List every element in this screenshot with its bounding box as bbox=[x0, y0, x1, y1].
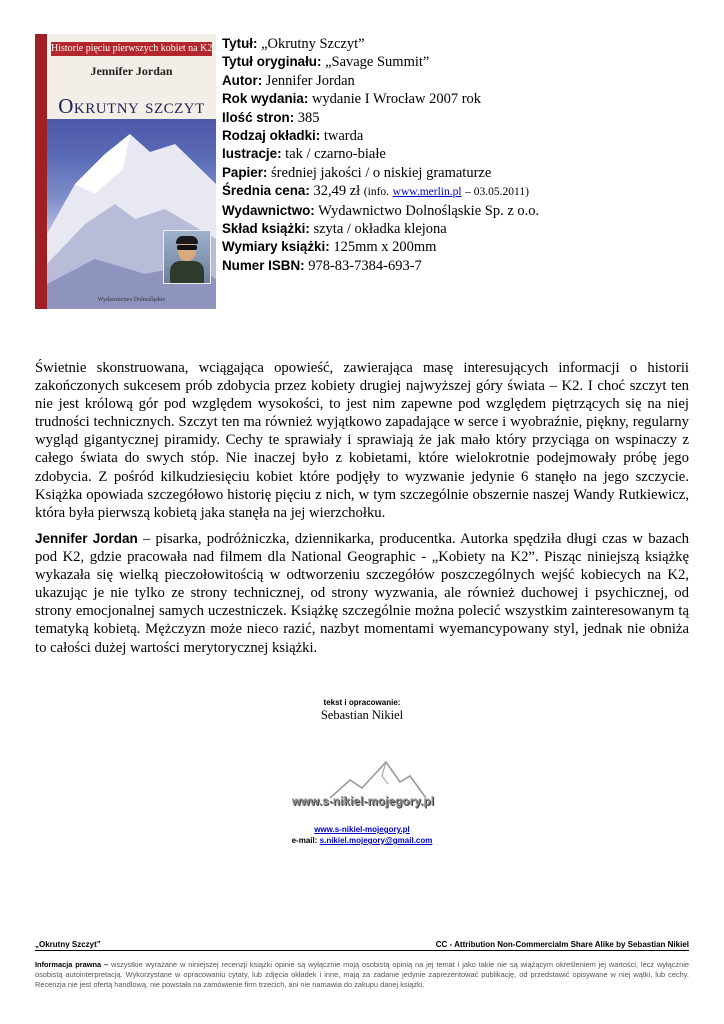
logo-text: www.s-nikiel-mojegory.pl bbox=[291, 796, 435, 808]
cover-publisher: Wydawnictwo Dolnośląskie bbox=[97, 297, 166, 303]
footer-bar bbox=[35, 940, 689, 951]
meta-original-title: Tytuł oryginału: „Savage Summit” bbox=[222, 54, 430, 71]
website-link[interactable]: www.s-nikiel-mojegory.pl bbox=[314, 825, 410, 834]
legal-notice: Informacja prawna – wszystkie wyrażane w niniejszej recenzji książki opinie są wyłącznie moją osobistą opinią na jej temat i jako takie nie są wiążącym określeniem jej wartości, lecz wyłącznie osobistą autointerpretacją. Wykorzystane w opracowaniu cytaty, lub zdjęcia okładek i inne, mają za zadanie jedynie zaprezentować publikację, od przedstawić opisywane w niej wątki, lub cechy. Recenzja nie jest ofertą handlową, nie powstała na zamówienie firm trzecich, ani nie namawia do zakupu danej książki. bbox=[35, 960, 689, 990]
credit-label: tekst i opracowanie: bbox=[323, 698, 401, 707]
legal-label: Informacja prawna – bbox=[35, 960, 109, 969]
cover-series-title: Historie pięciu pierwszych kobiet na K2 bbox=[51, 43, 212, 54]
footer-license: CC - Attribution Non-Commercialm Share Alike by Sebastian Nikiel bbox=[435, 940, 689, 949]
meta-isbn: Numer ISBN: 978-83-7384-693-7 bbox=[222, 257, 422, 274]
book-cover-image bbox=[35, 34, 216, 309]
mountain-logo-icon bbox=[288, 758, 438, 820]
meta-pages: Ilość stron: 385 bbox=[222, 109, 320, 126]
credit-name: Sebastian Nikiel bbox=[320, 708, 404, 722]
footer-title: „Okrutny Szczyt” bbox=[35, 940, 101, 949]
cover-author: Jennifer Jordan bbox=[90, 64, 173, 78]
book-metadata bbox=[222, 35, 712, 275]
meta-binding: Skład książki: szyta / okładka klejona bbox=[222, 221, 447, 238]
meta-illustrations: Iustracje: tak / czarno-białe bbox=[222, 146, 386, 163]
email-line: e-mail: s.nikiel.mojegory@gmail.com bbox=[291, 836, 433, 845]
cover-title: Okrutny szczyt bbox=[47, 91, 216, 119]
meta-title: Tytuł: „Okrutny Szczyt” bbox=[222, 36, 365, 52]
meta-dimensions: Wymiary książki: 125mm x 200mm bbox=[222, 239, 437, 256]
website-line bbox=[0, 825, 724, 834]
site-logo bbox=[288, 758, 438, 820]
cover-spine-band bbox=[35, 34, 47, 309]
author-photo bbox=[163, 230, 211, 284]
review-paragraph-2: Jennifer Jordan – pisarka, podróżniczka, dziennikarka, producentka. Autorka spędziła długi czas w bazach pod K2, gdzie pracowała nad filmem dla National Geographic - „Kobiety na K2”. Pisząc niniejszą książkę wykazała się wielką pieczołowitością w odtworzeniu szczegółów poszczególnych wejść kobiecych na K2, ukazując je nie tylko ze strony technicznej, od strony wyzwania, ale również duchowej i psychicznej, od strony emocjonalnej samych uczestniczek. Książkę szczególnie można polecić wszystkim zainteresowanym tą tematyką kobietą. Mężczyzn może nieco razić, nazbyt momentami wyemancypowany styl, jednak nie obniża to całości dużej wartości merytorycznej książki. bbox=[35, 531, 689, 656]
review-paragraph-1: Świetnie skonstruowana, wciągająca opowieść, zawierająca masę interesujących informacji o historii zakończonych sukcesem prób zdobycia przez kobiety drugiej najwyższej góry świata – K2. I choć szczyt ten nie jest królową gór pod względem wysokości, to jest nim zapewne pod względem piętrzących się na niej trudności technicznych. Szczyt ten ma również wyjątkowo zapadające w serce i wyobraźnie, piękny, regularny wygląd gigantycznej piramidy. Cechy te sprawiały i sprawiają że jak mało który przyciąga on wspinaczy z całego świata do swych stóp. Nie inaczej było z kobietami, które wielokrotnie podejmowały próbę jego zdobycia. Z pośród kilkudziesięciu kobiet które podjęły to wyzwanie jedynie 6 stanęło na jego szczycie. Książka opowiada szczegółowo historię pięciu z nich, w tym szczególnie obszernie naszej Wandy Rutkiewicz, która była pierwszą kobietą jaka stanęła na jej wierzchołku. bbox=[35, 360, 689, 521]
merlin-link[interactable]: www.merlin.pl bbox=[392, 186, 462, 199]
meta-price: Średnia cena: 32,49 zł (info. www.merlin.pl – 03.05.2011) bbox=[222, 183, 529, 200]
email-link[interactable]: s.nikiel.mojegory@gmail.com bbox=[319, 836, 433, 845]
meta-year: Rok wydania: wydanie I Wrocław 2007 rok bbox=[222, 91, 482, 108]
meta-author: Autor: Jennifer Jordan bbox=[222, 72, 355, 89]
meta-cover-type: Rodzaj okładki: twarda bbox=[222, 128, 364, 145]
author-name: Jennifer Jordan bbox=[35, 531, 138, 546]
meta-publisher: Wydawnictwo: Wydawnictwo Dolnośląskie Sp. z o.o. bbox=[222, 202, 540, 219]
meta-paper: Papier: średniej jakości / o niskiej gramaturze bbox=[222, 164, 492, 181]
